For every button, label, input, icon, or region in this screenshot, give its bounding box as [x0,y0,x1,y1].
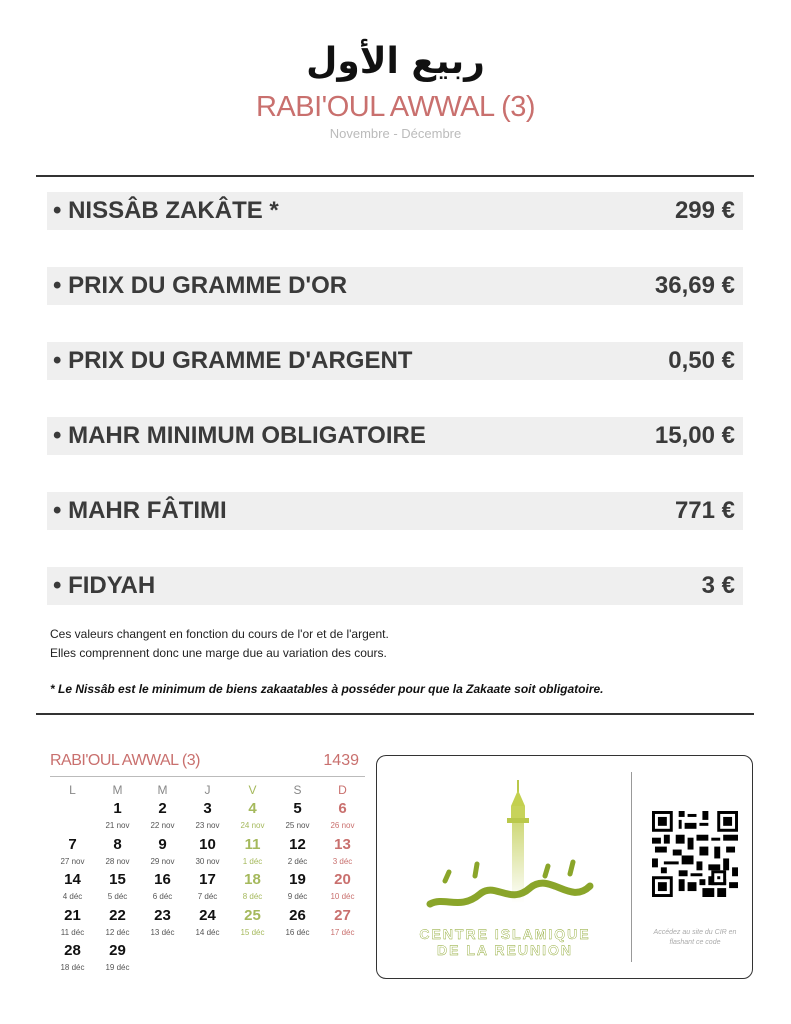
logo-text-line2: DE LA REUNION [437,942,573,958]
logo-text-line1: CENTRE ISLAMIQUE [419,926,591,942]
gregorian-date: 23 nov [195,821,220,830]
gregorian-date: 5 déc [107,892,128,901]
month-subtitle: Novembre - Décembre [329,126,462,141]
calendar-month: RABI'OUL AWWAL (3) [50,752,200,769]
calendar-day [185,835,230,871]
row-value: 299 € [674,197,735,224]
row-value: 771 € [674,497,735,524]
card-divider [631,772,632,962]
hijri-day: 12 [289,835,306,853]
gregorian-date: 10 déc [330,892,355,901]
calendar-day [50,799,95,835]
hijri-day: 4 [248,800,257,817]
calendar-day [50,870,95,906]
hijri-day: 25 [244,906,261,924]
hijri-day: 7 [68,835,77,853]
gregorian-date: 16 déc [285,927,310,937]
minaret-icon [385,776,625,926]
calendar-day [50,835,95,871]
hijri-day: 3 [203,800,212,817]
hijri-day: 26 [289,906,306,924]
calendar-day [320,799,365,835]
hijri-day: 11 [244,835,261,853]
calendar-day [140,835,185,871]
weekday-label: L [69,783,76,797]
calendar-day [50,906,95,942]
calendar-day [230,906,275,942]
gregorian-date: 8 déc [242,892,263,901]
weekday-label: M [112,783,123,797]
month-title: RABI'OUL AWWAL (3) [255,91,536,123]
calendar [50,752,365,977]
calendar-day [95,870,140,906]
note-line-1: Ces valeurs changent en fonction du cours de l'or et de l'argent. [50,627,389,641]
calendar-day [95,799,140,835]
hijri-day: 5 [293,800,302,817]
value-row-mahr-minimum [47,417,743,455]
calendar-day [230,835,275,871]
value-row-silver [47,342,743,380]
row-value: 36,69 € [654,272,735,299]
hijri-day: 6 [338,800,347,817]
calendar-day [140,906,185,942]
hijri-day: 17 [199,871,216,888]
weekday-label: D [338,783,347,797]
hijri-day: 19 [289,871,306,888]
row-value: 15,00 € [654,422,735,449]
gregorian-date: 24 nov [240,821,265,830]
value-row-gold [47,267,743,305]
gregorian-date: 1 déc [242,856,263,866]
gregorian-date: 15 déc [240,927,265,937]
hijri-day: 14 [64,871,81,888]
gregorian-date: 4 déc [62,892,83,901]
calendar-day [140,799,185,835]
calendar-day [275,906,320,942]
calendar-weekdays [50,783,365,797]
gregorian-date: 29 nov [150,856,175,866]
footnote: * Le Nissâb est le minimum de biens zakaatables à posséder pour que la Zakaate soit obligatoire. [50,682,604,696]
row-label: • PRIX DU GRAMME D'OR [53,272,347,300]
gregorian-date: 9 déc [287,892,308,901]
value-row-nissab [47,192,743,230]
calendar-day [275,870,320,906]
gregorian-date: 12 déc [105,927,130,937]
calendar-day [320,870,365,906]
calendar-day [275,835,320,871]
calendar-day [275,799,320,835]
hijri-day: 8 [113,835,122,853]
calendar-day [320,835,365,871]
gregorian-date: 28 nov [105,856,130,866]
hijri-day: 28 [64,942,81,959]
gregorian-date: 19 déc [105,963,130,972]
calendar-year: 1439 [323,752,359,769]
center-card [376,755,753,979]
hijri-day: 16 [154,871,171,888]
calendar-day [185,870,230,906]
row-value: 0,50 € [668,347,735,374]
weekday-label: S [293,783,302,797]
gregorian-date: 21 nov [105,821,130,830]
gregorian-date: 25 nov [285,821,310,830]
centre-logo [385,776,625,966]
hijri-day: 13 [334,835,351,853]
calendar-day [185,906,230,942]
hijri-day: 9 [158,835,167,853]
top-divider [36,175,754,177]
hijri-day: 21 [64,906,81,924]
calendar-day [185,799,230,835]
calendar-day [95,906,140,942]
gregorian-date: 27 nov [60,856,85,866]
calendar-day [95,835,140,871]
value-row-mahr-fatimi [47,492,743,530]
weekday-label: M [157,783,168,797]
arabic-month-title: ربيع الأول [306,41,485,82]
gregorian-date: 3 déc [332,856,353,866]
gregorian-date: 2 déc [287,856,308,866]
gregorian-date: 6 déc [152,892,173,901]
qr-caption: Accédez au site du CIR en flashant ce code [653,929,737,946]
hijri-day: 29 [109,942,126,959]
row-label: • FIDYAH [53,572,155,600]
calendar-day [230,870,275,906]
calendar-header [50,752,365,777]
gregorian-date: 7 déc [197,892,218,901]
gregorian-date: 17 déc [330,927,355,937]
hijri-day: 24 [199,906,216,924]
gregorian-date: 22 nov [150,821,175,830]
value-row-fidyah [47,567,743,605]
gregorian-date: 14 déc [195,927,220,937]
calendar-day [95,941,140,977]
row-label: • NISSÂB ZAKÂTE * [53,197,279,225]
qr-code-icon[interactable] [652,811,738,897]
row-value: 3 € [701,572,735,599]
row-label: • MAHR MINIMUM OBLIGATOIRE [53,422,426,450]
hijri-day: 18 [244,871,261,888]
note-line-2: Elles comprennent donc une marge due au variation des cours. [50,646,387,660]
row-label: • PRIX DU GRAMME D'ARGENT [53,347,412,375]
calendar-day [320,906,365,942]
weekday-label: J [204,783,211,797]
gregorian-date: 11 déc [60,927,85,937]
hijri-day: 10 [199,835,216,853]
calendar-grid [50,799,365,977]
hijri-day: 23 [154,906,171,924]
hijri-day: 22 [109,906,126,924]
gregorian-date: 30 nov [195,856,220,866]
hijri-day: 27 [334,906,351,924]
hijri-day: 1 [113,800,122,817]
hijri-day: 2 [158,800,167,817]
calendar-day [140,870,185,906]
gregorian-date: 26 nov [330,821,355,830]
calendar-day [50,941,95,977]
weekday-label: V [248,783,257,797]
row-label: • MAHR FÂTIMI [53,497,227,525]
gregorian-date: 18 déc [60,963,85,972]
page-header [0,38,791,141]
calendar-day [230,799,275,835]
hijri-day: 20 [334,871,351,888]
hijri-day: 15 [109,871,126,888]
gregorian-date: 13 déc [150,927,175,937]
bottom-divider [36,713,754,715]
